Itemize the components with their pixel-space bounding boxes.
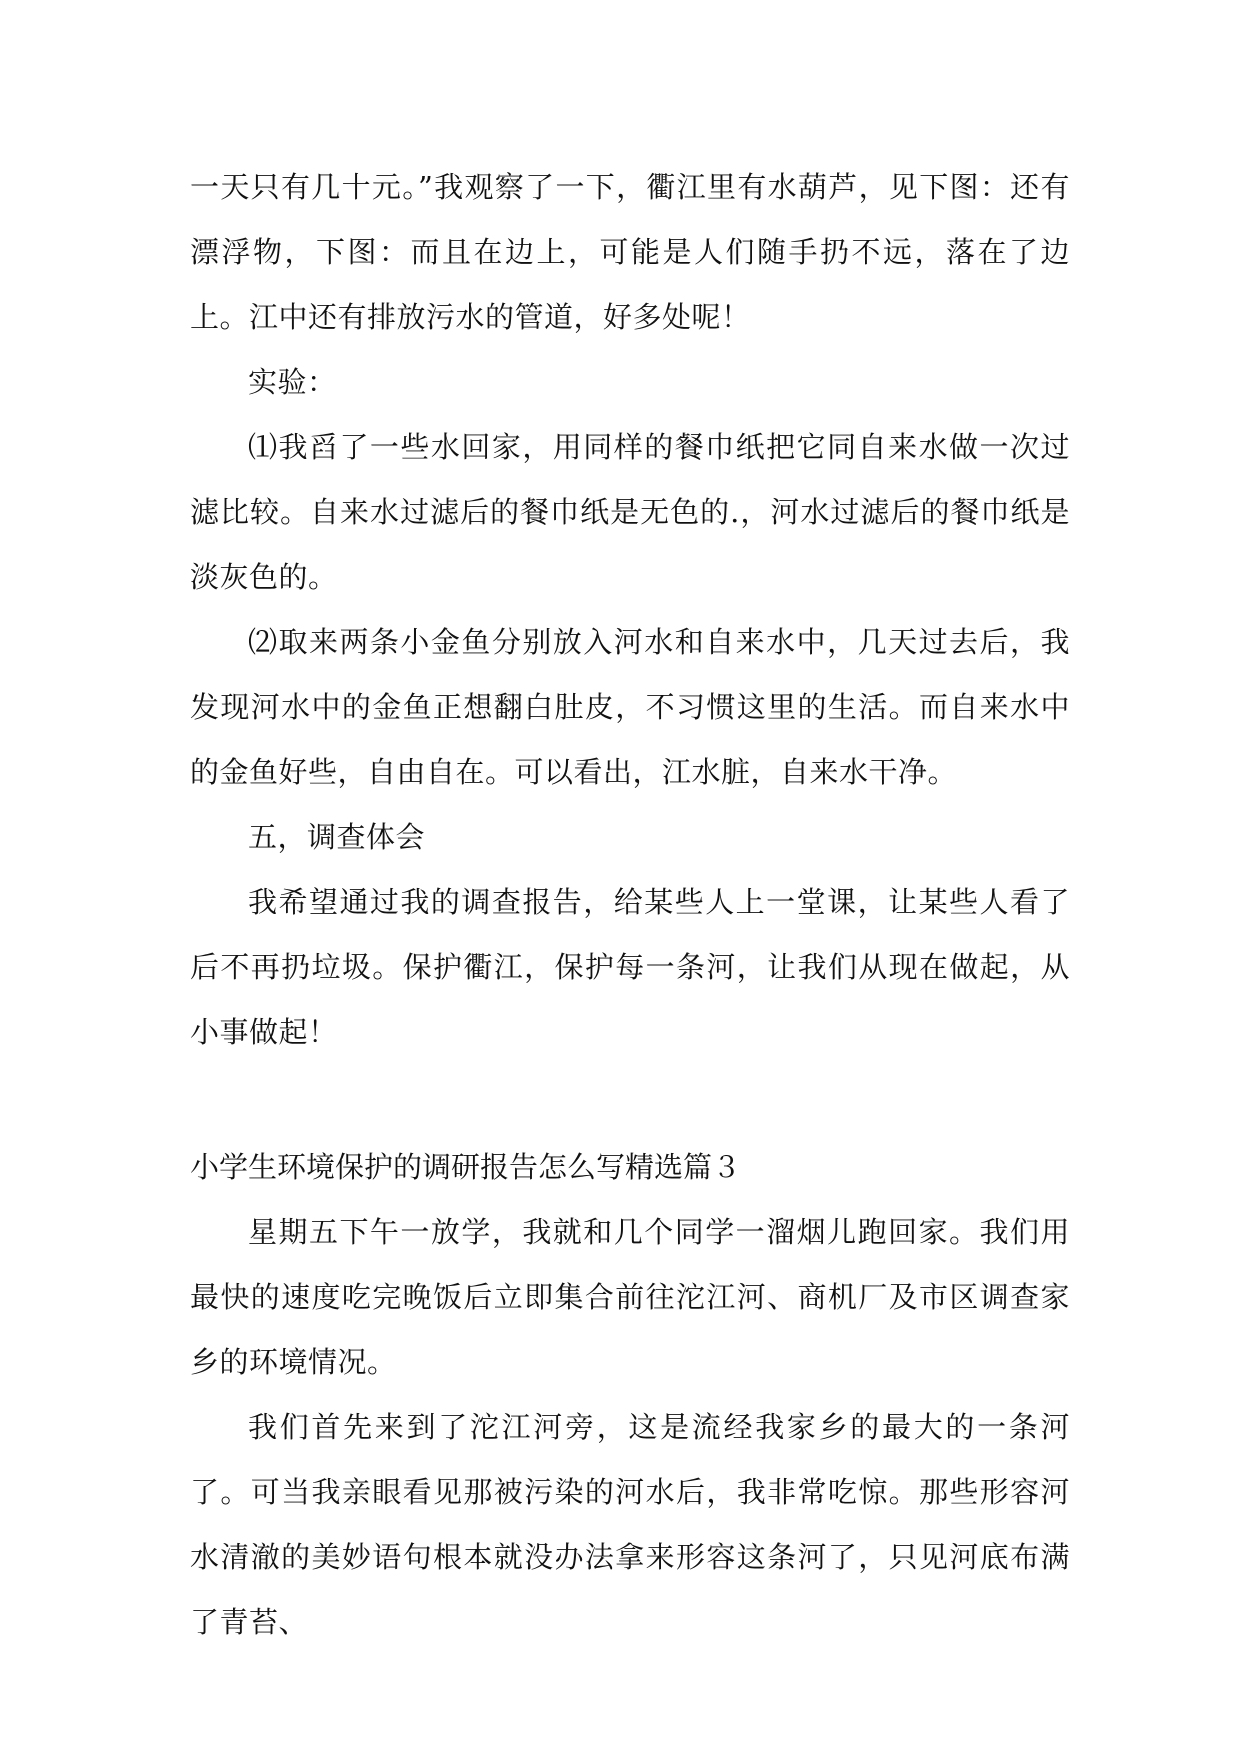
paragraph-reflection: 我希望通过我的调查报告，给某些人上一堂课，让某些人看了后不再扔垃圾。保护衢江，保护每一条河，让我们从现在做起，从小事做起！ xyxy=(190,885,1070,1049)
document-body xyxy=(190,155,1070,1655)
paragraph-continued: 一天只有几十元。”我观察了一下，衢江里有水葫芦，见下图：还有漂浮物，下图：而且在边上，可能是人们随手扔不远，落在了边上。江中还有排放污水的管道，好多处呢！ xyxy=(190,170,1070,334)
spacer xyxy=(190,1065,1070,1135)
paragraph-experiment-1: ⑴我舀了一些水回家，用同样的餐巾纸把它同自来水做一次过滤比较。自来水过滤后的餐巾纸是无色的.，河水过滤后的餐巾纸是淡灰色的。 xyxy=(190,430,1070,594)
paragraph-experiment-2: ⑵取来两条小金鱼分别放入河水和自来水中，几天过去后，我发现河水中的金鱼正想翻白肚皮，不习惯这里的生活。而自来水中的金鱼好些，自由自在。可以看出，江水脏，自来水干净。 xyxy=(190,625,1070,789)
section-title: 小学生环境保护的调研报告怎么写精选篇３ xyxy=(190,1150,742,1184)
paragraph-intro: 星期五下午一放学，我就和几个同学一溜烟儿跑回家。我们用最快的速度吃完晚饭后立即集合前往沱江河、商机厂及市区调查家乡的环境情况。 xyxy=(190,1215,1070,1379)
paragraph-section-five-heading: 五，调查体会 xyxy=(248,820,426,854)
paragraph-experiment-label: 实验： xyxy=(248,365,337,399)
paragraph-river: 我们首先来到了沱江河旁，这是流经我家乡的最大的一条河了。可当我亲眼看见那被污染的河水后，我非常吃惊。那些形容河水清澈的美妙语句根本就没办法拿来形容这条河了，只见河底布满了青苔、 xyxy=(190,1410,1070,1639)
